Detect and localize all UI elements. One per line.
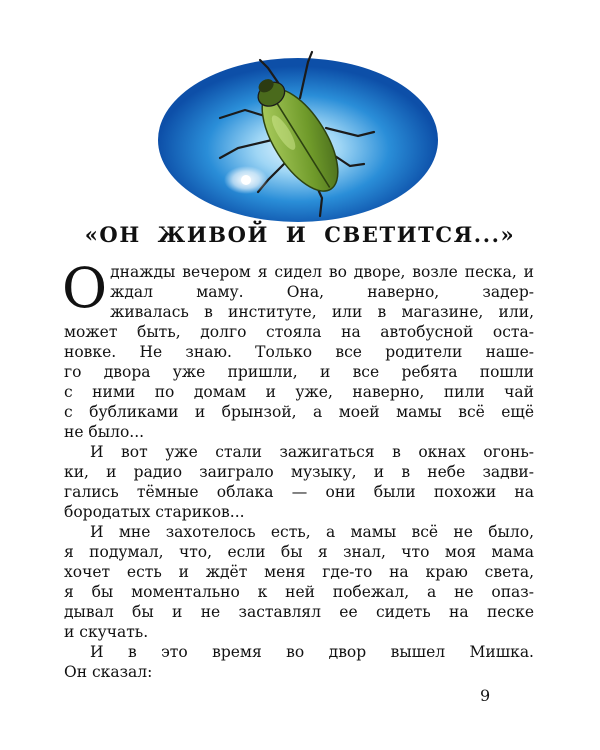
chapter-body xyxy=(62,256,534,682)
paragraph-2-line-4: бородатых стариков... xyxy=(64,503,245,521)
paragraph-3-line-5: дывал бы и не заставлял ее сидеть на песке xyxy=(64,603,534,621)
paragraph-3-line-6: и скучать. xyxy=(64,623,149,641)
paragraph-3-line-3: хочет есть и ждёт меня где-то на краю света, xyxy=(64,563,534,581)
chapter-title: «ОН ЖИВОЙ И СВЕТИТСЯ...» xyxy=(84,222,516,247)
paragraph-1-line-5: новке. Не знаю. Только все родители наше- xyxy=(64,343,534,361)
paragraph-3-line-1: И мне захотелось есть, а мамы всё не было, xyxy=(90,523,534,541)
paragraph-1-line-1: днажды вечером я сидел во дворе, возле xyxy=(110,263,458,281)
paragraph-4-line-1: И в это время во двор вышел Мишка. xyxy=(90,643,534,661)
paragraph-1-line-6: го двора уже пришли, и все ребята пошли xyxy=(64,363,534,381)
paragraph-4-line-2: Он сказал: xyxy=(64,663,153,681)
firefly-illustration xyxy=(150,40,450,230)
paragraph-3-line-4: я бы моментально к ней побежал, а не опаз- xyxy=(64,583,534,601)
paragraph-1-line-3: живалась в институте, или в магазине, или, xyxy=(110,303,534,321)
paragraph-3-line-2: я подумал, что, если бы я знал, что моя мама xyxy=(64,543,534,561)
paragraph-2-line-3: гались тёмные облака — они были похожи на xyxy=(64,483,534,501)
paragraph-2-line-1: И вот уже стали зажигаться в окнах огонь- xyxy=(90,443,534,461)
paragraph-1-line-2: песка, и ждал маму. Она, наверно, задер- xyxy=(110,263,534,301)
paragraph-2-line-2: ки, и радио заиграло музыку, и в небе задви- xyxy=(64,463,534,481)
drop-cap: О xyxy=(62,256,108,320)
paragraph-1-line-4: может быть, долго стояла на автобусной оста- xyxy=(64,323,534,341)
paragraph-1-line-9: не было... xyxy=(64,423,145,441)
paragraph-1-line-7: с ними по домам и уже, наверно, пили чай xyxy=(64,383,534,401)
paragraph-1-line-8: с бубликами и брынзой, а моей мамы всё ещё xyxy=(64,403,534,421)
page-number: 9 xyxy=(480,686,491,705)
